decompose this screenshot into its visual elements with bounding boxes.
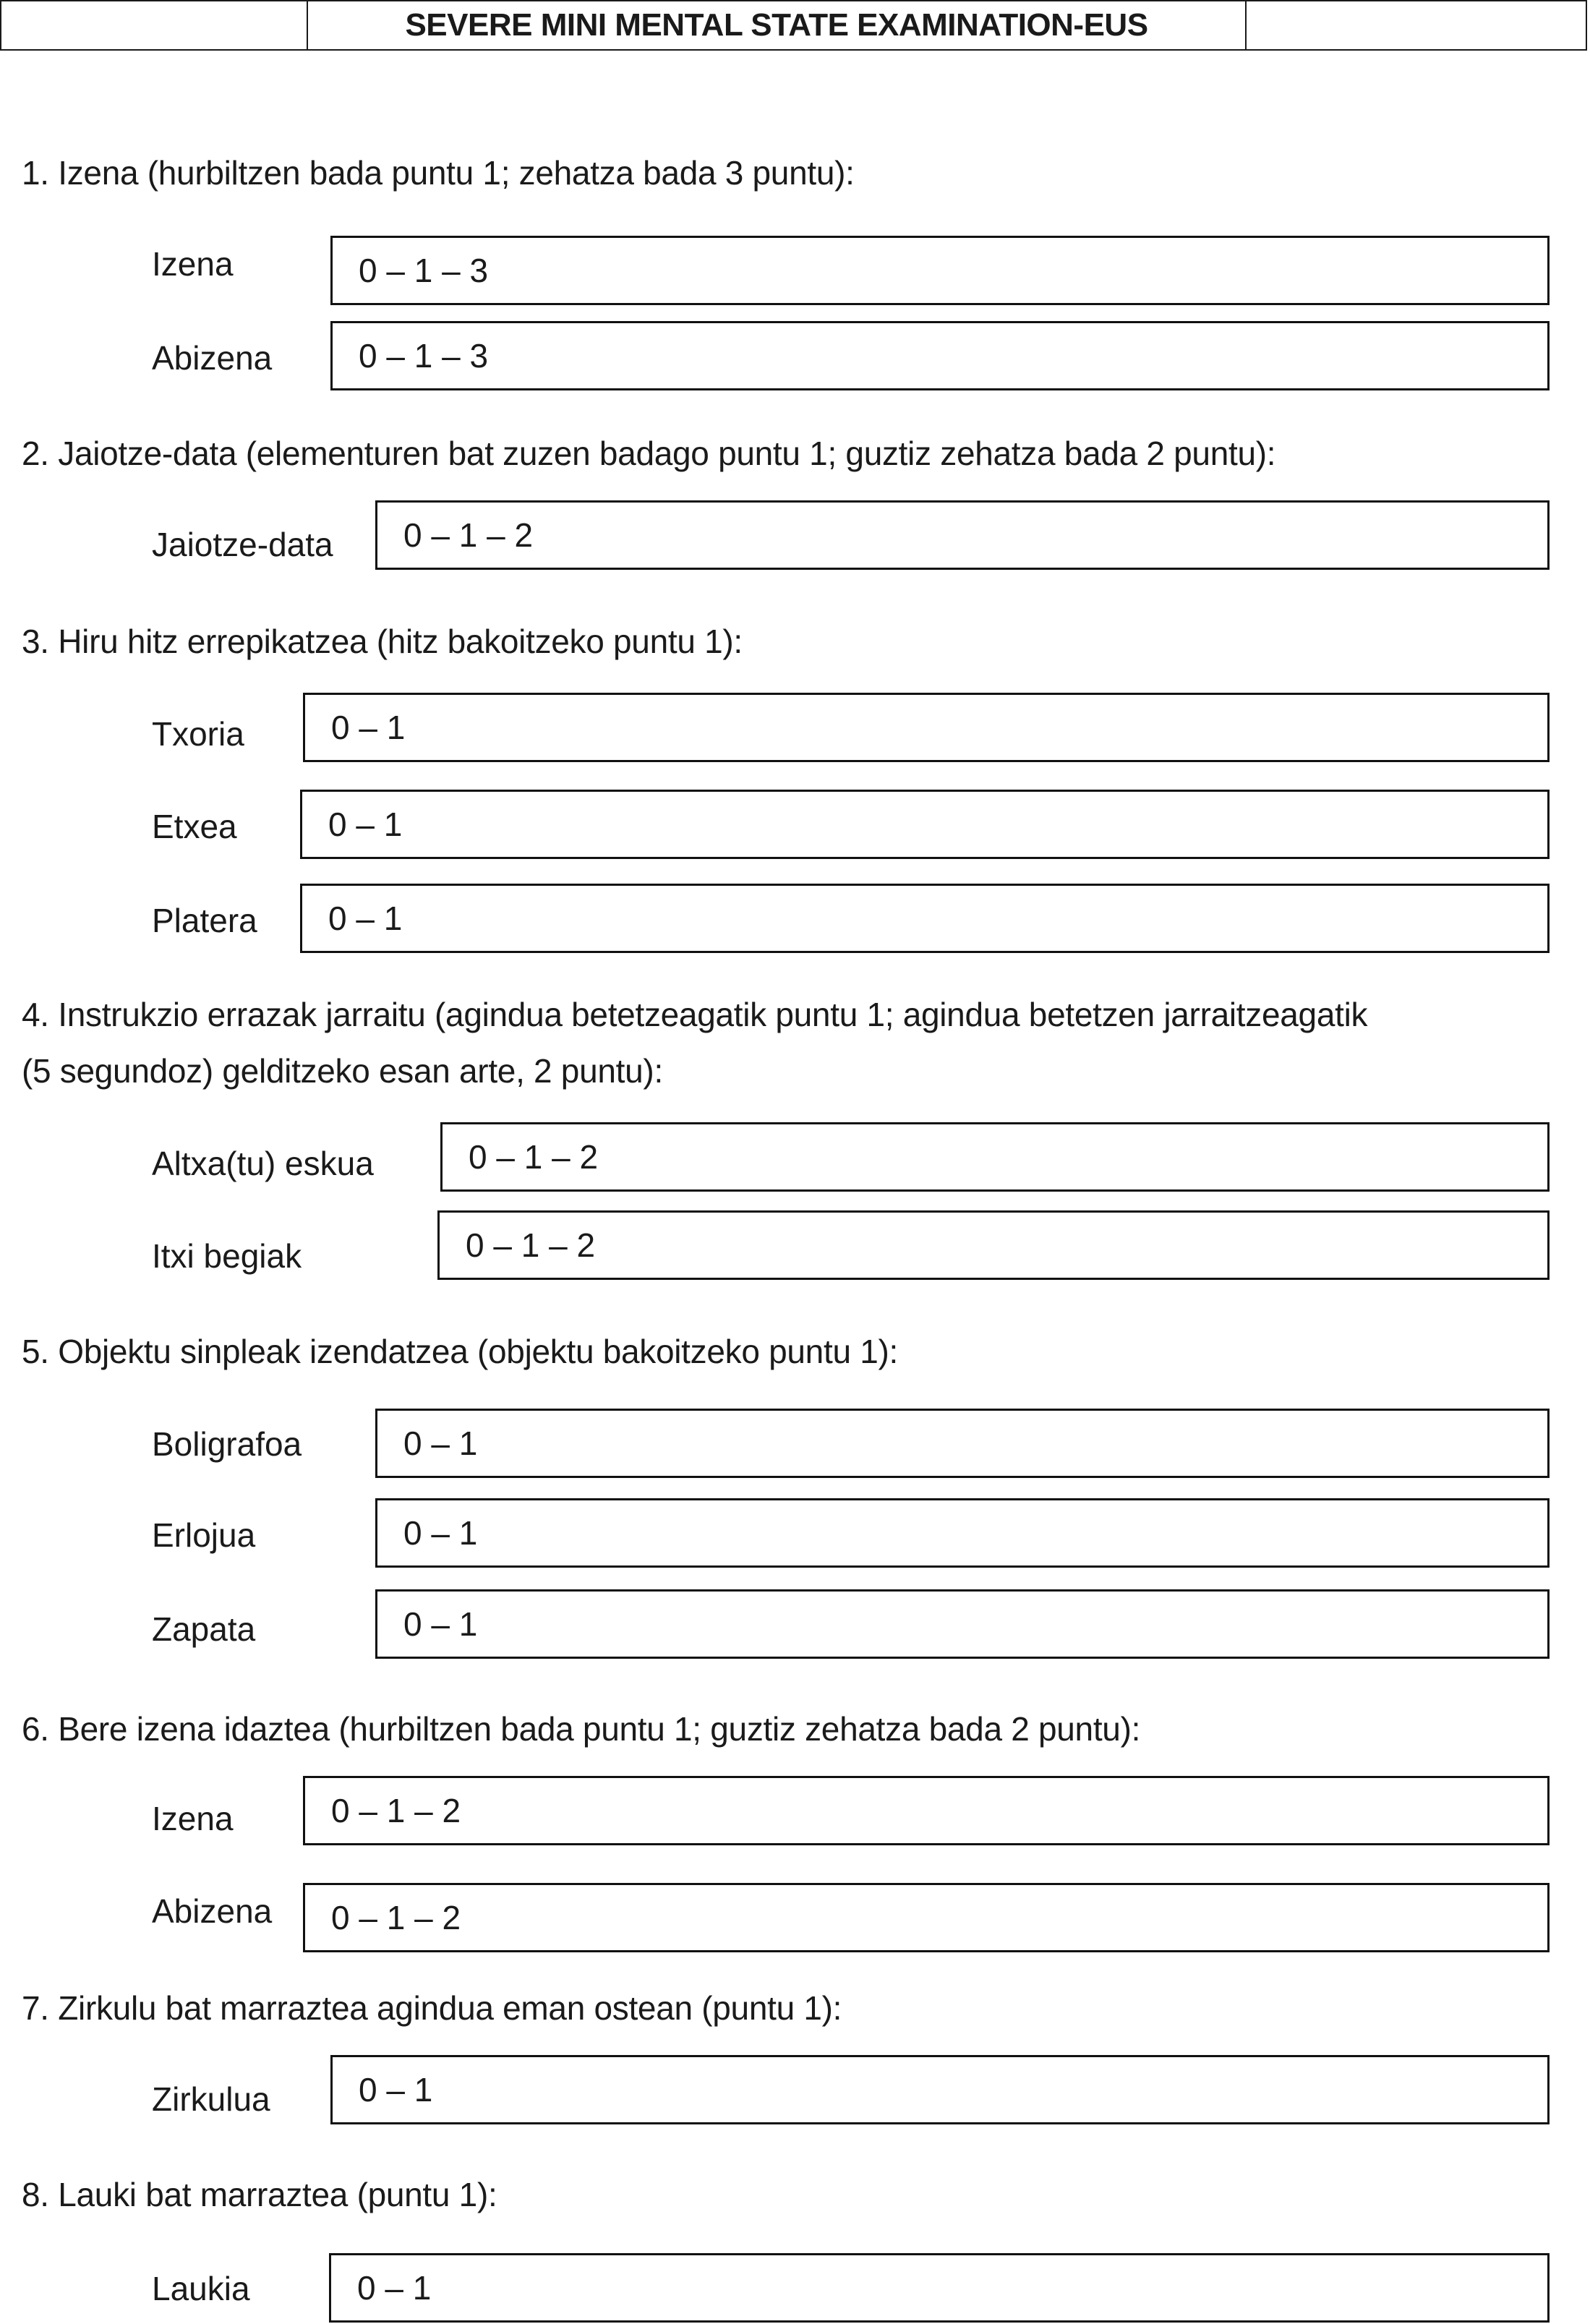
score-field-izena[interactable] xyxy=(330,236,1550,305)
question-2: 2. Jaiotze-data (elementuren bat zuzen badago puntu 1; guztiz zehatza bada 2 puntu): xyxy=(22,435,1276,472)
score-scale: 0 – 1 – 2 xyxy=(331,1899,461,1936)
item-label-altxatu-eskua: Altxa(tu) eskua xyxy=(152,1145,374,1182)
score-scale: 0 – 1 – 3 xyxy=(359,252,489,289)
item-label-txoria: Txoria xyxy=(152,715,244,753)
item-label-itxi-begiak: Itxi begiak xyxy=(152,1237,302,1275)
score-scale: 0 – 1 – 2 xyxy=(469,1138,599,1176)
question-6: 6. Bere izena idaztea (hurbiltzen bada puntu 1; guztiz zehatza bada 2 puntu): xyxy=(22,1710,1141,1748)
score-field-laukia[interactable] xyxy=(329,2253,1550,2323)
item-label-izena: Izena xyxy=(152,245,234,283)
item-label-izena-written: Izena xyxy=(152,1800,234,1837)
question-4-line-2: (5 segundoz) gelditzeko esan arte, 2 puntu): xyxy=(22,1052,663,1090)
score-field-jaiotze-data[interactable] xyxy=(375,500,1550,570)
score-scale: 0 – 1 xyxy=(328,806,403,843)
item-label-zirkulua: Zirkulua xyxy=(152,2080,270,2118)
score-scale: 0 – 1 xyxy=(403,1424,478,1462)
item-label-etxea: Etxea xyxy=(152,808,237,845)
item-label-platera: Platera xyxy=(152,902,257,939)
score-field-abizena[interactable] xyxy=(330,321,1550,390)
score-field-zirkulua[interactable] xyxy=(330,2055,1550,2124)
score-field-erlojua[interactable] xyxy=(375,1498,1550,1568)
item-label-boligrafoa: Boligrafoa xyxy=(152,1425,302,1463)
score-field-zapata[interactable] xyxy=(375,1589,1550,1659)
question-8: 8. Lauki bat marraztea (puntu 1): xyxy=(22,2176,497,2213)
score-scale: 0 – 1 xyxy=(359,2071,433,2109)
form-header xyxy=(0,0,1587,51)
score-field-altxatu-eskua[interactable] xyxy=(440,1122,1550,1192)
score-field-etxea[interactable] xyxy=(300,790,1550,859)
question-5: 5. Objektu sinpleak izendatzea (objektu bakoitzeko puntu 1): xyxy=(22,1333,898,1370)
score-field-itxi-begiak[interactable] xyxy=(437,1210,1550,1280)
score-scale: 0 – 1 xyxy=(403,1605,478,1643)
score-scale: 0 – 1 – 2 xyxy=(466,1226,596,1264)
score-scale: 0 – 1 – 2 xyxy=(403,516,534,554)
score-scale: 0 – 1 xyxy=(328,900,403,937)
score-field-boligrafoa[interactable] xyxy=(375,1409,1550,1478)
question-3: 3. Hiru hitz errepikatzea (hitz bakoitzeko puntu 1): xyxy=(22,623,743,660)
question-4-line-1: 4. Instrukzio errazak jarraitu (agindua betetzeagatik puntu 1; agindua betetzen jarraitzeagatik xyxy=(22,996,1368,1033)
score-scale: 0 – 1 – 2 xyxy=(331,1792,461,1829)
item-label-erlojua: Erlojua xyxy=(152,1516,256,1554)
score-field-platera[interactable] xyxy=(300,884,1550,953)
item-label-abizena: Abizena xyxy=(152,339,273,377)
form-title: SEVERE MINI MENTAL STATE EXAMINATION-EUS xyxy=(308,1,1247,49)
score-scale: 0 – 1 xyxy=(403,1514,478,1552)
score-scale: 0 – 1 – 3 xyxy=(359,337,489,375)
item-label-zapata: Zapata xyxy=(152,1610,256,1648)
item-label-laukia: Laukia xyxy=(152,2270,250,2307)
item-label-abizena-written: Abizena xyxy=(152,1892,273,1930)
item-label-jaiotze-data: Jaiotze-data xyxy=(152,526,333,563)
score-scale: 0 – 1 xyxy=(331,709,406,746)
header-left-cell xyxy=(1,1,308,49)
question-7: 7. Zirkulu bat marraztea agindua eman ostean (puntu 1): xyxy=(22,1989,842,2027)
score-field-txoria[interactable] xyxy=(303,693,1550,762)
question-1: 1. Izena (hurbiltzen bada puntu 1; zehatza bada 3 puntu): xyxy=(22,154,855,192)
score-field-abizena-written[interactable] xyxy=(303,1883,1550,1952)
score-scale: 0 – 1 xyxy=(357,2269,432,2307)
score-field-izena-written[interactable] xyxy=(303,1776,1550,1845)
header-right-cell xyxy=(1247,1,1586,49)
